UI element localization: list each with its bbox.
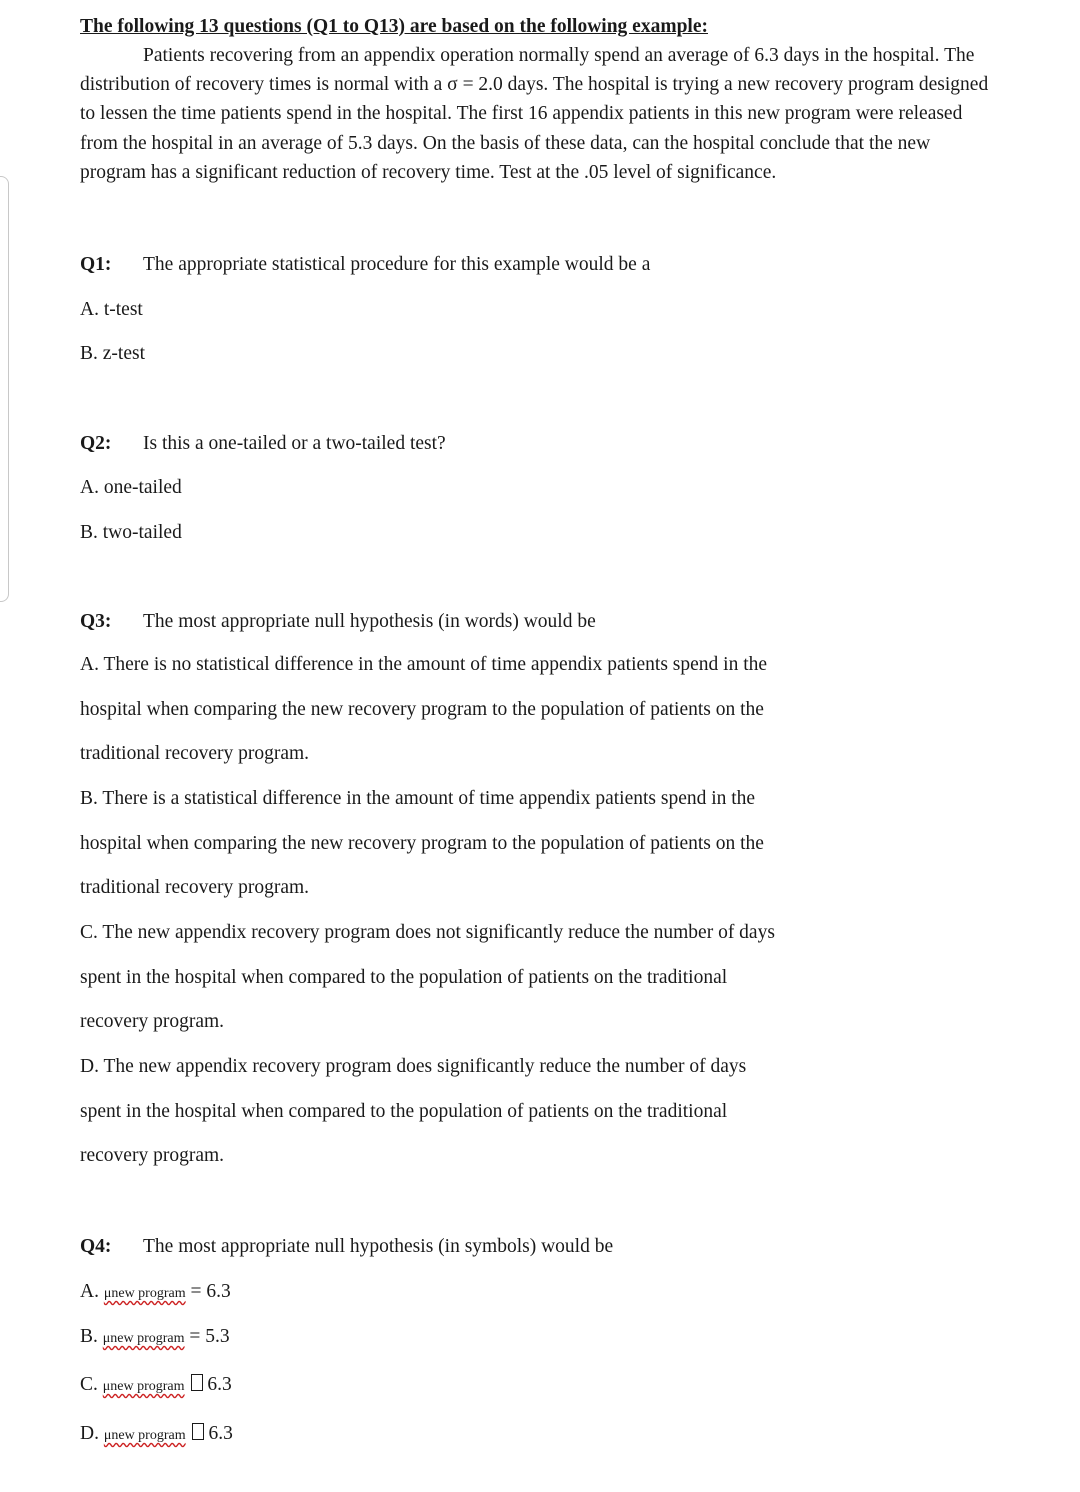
- q2-option-a: A. one-tailed: [80, 477, 182, 498]
- q3-option-c: C. The new appendix recovery program does not significantly reduce the number of days spent in the hospital when compared to the population of patients on the traditional recovery program.: [80, 922, 775, 1033]
- question-q4: [80, 1234, 613, 1260]
- question-q1: [80, 252, 650, 278]
- operator: =: [190, 1281, 202, 1302]
- q4-option-a: [80, 1279, 231, 1307]
- mu-symbol: μnew program: [103, 1428, 186, 1443]
- missing-glyph-box: [191, 1374, 203, 1391]
- option-value: 5.3: [205, 1326, 230, 1347]
- question-text: The appropriate statistical procedure for this example would be a: [143, 254, 651, 275]
- q3-option-b: B. There is a statistical difference in the amount of time appendix patients spend in the hospital when comparing the new recovery program to the population of patients on the traditional recovery program.: [80, 788, 764, 899]
- question-text: Is this a one-tailed or a two-tailed test?: [143, 433, 446, 454]
- q4-option-b: [80, 1324, 230, 1352]
- missing-glyph-box: [192, 1423, 204, 1440]
- q1-option-b: B. z-test: [80, 343, 145, 364]
- q4-option-d: [80, 1421, 233, 1449]
- q4-option-c: [80, 1372, 232, 1400]
- option-value: 6.3: [206, 1281, 231, 1302]
- question-text: The most appropriate null hypothesis (in symbols) would be: [143, 1236, 614, 1257]
- option-value: 6.3: [208, 1423, 233, 1444]
- q2-option-b: B. two-tailed: [80, 522, 182, 543]
- section-heading: The following 13 questions (Q1 to Q13) are based on the following example:: [80, 16, 708, 37]
- option-value: 6.3: [207, 1374, 232, 1395]
- problem-statement: [80, 12, 1000, 187]
- example-paragraph: Patients recovering from an appendix operation normally spend an average of 6.3 days in the hospital. The distribution of recovery times is normal with a σ = 2.0 days. The hospital is trying a new recovery program designed to lessen the time patients spend in the hospital. The first 16 appendix patients in this new program were released from the hospital in an average of 5.3 days. On the basis of these data, can the hospital conclude that the new program has a significant reduction of recovery time. Test at the .05 level of significance.: [80, 45, 989, 183]
- operator: =: [189, 1326, 201, 1347]
- option-letter: A.: [80, 1281, 99, 1302]
- option-letter: D.: [80, 1423, 99, 1444]
- mu-symbol: μnew program: [102, 1379, 185, 1394]
- mu-symbol: μnew program: [103, 1286, 186, 1301]
- question-number: Q2:: [80, 433, 112, 454]
- margin-comment-bracket: [0, 176, 9, 602]
- question-number: Q3:: [80, 611, 112, 632]
- question-number: Q4:: [80, 1236, 112, 1257]
- q1-option-a: A. t-test: [80, 299, 143, 320]
- question-number: Q1:: [80, 254, 112, 275]
- question-q3: [80, 609, 596, 635]
- q3-option-a: A. There is no statistical difference in the amount of time appendix patients spend in the hospital when comparing the new recovery program to the population of patients on the traditional recovery program.: [80, 654, 768, 765]
- question-text: The most appropriate null hypothesis (in words) would be: [143, 611, 596, 632]
- mu-symbol: μnew program: [102, 1331, 185, 1346]
- option-letter: C.: [80, 1374, 98, 1395]
- q3-option-d: D. The new appendix recovery program does significantly reduce the number of days spent in the hospital when compared to the population of patients on the traditional recovery program.: [80, 1056, 747, 1167]
- option-letter: B.: [80, 1326, 98, 1347]
- question-q2: [80, 431, 446, 457]
